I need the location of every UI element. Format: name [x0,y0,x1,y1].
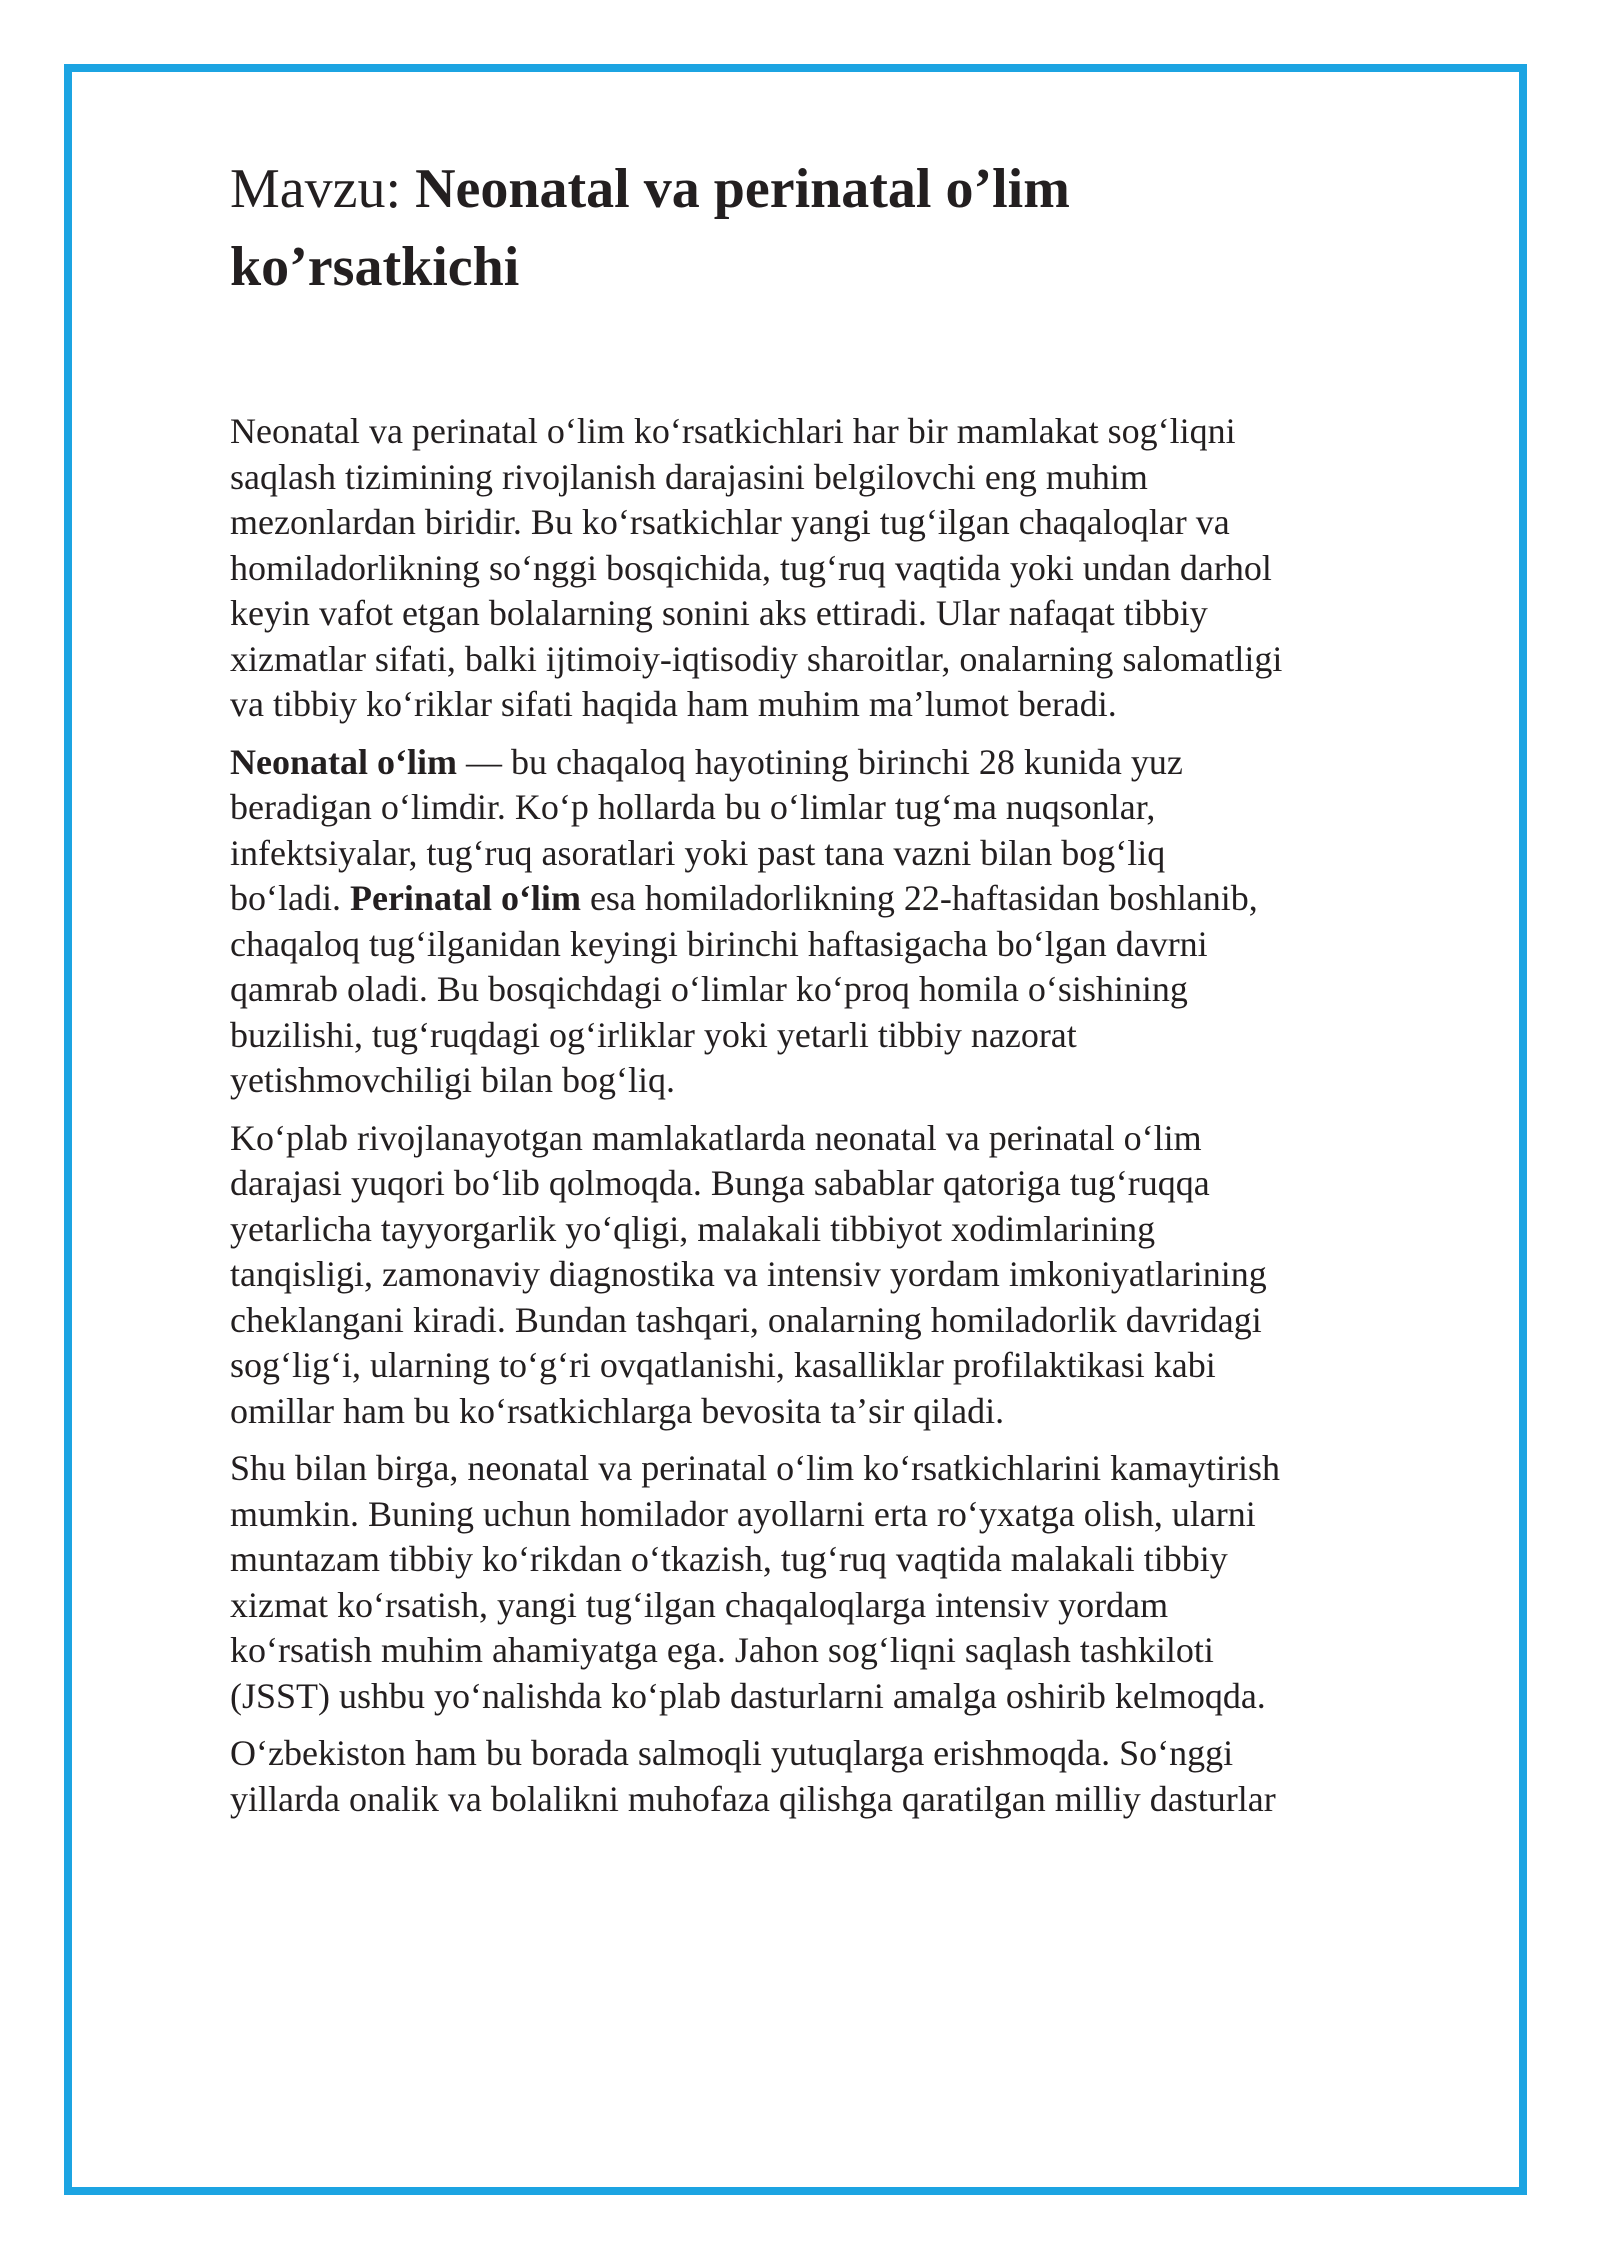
text-run: esa homiladorlikning 22-haftasidan boshlanib, [580,878,1258,918]
text-line: homiladorlikning soʻnggi bosqichida, tugʻruq vaqtida yoki undan darhol [230,547,1272,588]
text-line: Shu bilan birga, neonatal va perinatal oʻlim koʻrsatkichlarini kamaytirish [230,1448,1281,1488]
term-perinatal-olim: Perinatal oʻlim [349,878,581,918]
text-line: yillarda onalik va bolalikni muhofaza qilishga qaratilgan milliy dasturlar [230,1778,1276,1819]
text-line: sogʻligʻi, ularning toʻgʻri ovqatlanishi, kasalliklar profilaktikasi kabi [230,1345,1216,1385]
text-line: (JSST) ushbu yoʻnalishda koʻplab dasturlarni amalga oshirib kelmoqda. [230,1675,1266,1716]
text-line: cheklangani kiradi. Bundan tashqari, onalarning homiladorlik davridagi [230,1299,1262,1340]
text-line: xizmat koʻrsatish, yangi tugʻilgan chaqaloqlarga intensiv yordam [230,1584,1169,1625]
paragraph-4 [230,1446,1530,1719]
text-line: saqlash tizimining rivojlanish darajasini belgilovchi eng muhim [230,456,1148,497]
text-line: infektsiyalar, tugʻruq asoratlari yoki past tana vazni bilan bogʻliq [230,832,1166,873]
text-run: — bu chaqaloq hayotining birinchi 28 kunida yuz [456,741,1183,782]
text-line: Oʻzbekiston ham bu borada salmoqli yutuqlarga erishmoqda. Soʻnggi [230,1733,1234,1773]
document-content [230,150,1530,1834]
text-line: xizmatlar sifati, balki ijtimoiy-iqtisodiy sharoitlar, onalarning salomatligi [230,638,1283,679]
text-line: Neonatal va perinatal oʻlim koʻrsatkichlari har bir mamlakat sogʻliqni [230,411,1236,451]
title-line-2: ko’rsatkichi [230,236,520,298]
text-run: boʻladi. [230,878,350,918]
text-line: koʻrsatish muhim ahamiyatga ega. Jahon sogʻliqni saqlash tashkiloti [230,1630,1214,1670]
text-line: qamrab oladi. Bu bosqichdagi oʻlimlar koʻproq homila oʻsishining [230,969,1188,1009]
text-line: va tibbiy koʻriklar sifati haqida ham muhim maʼlumot beradi. [230,684,1117,724]
text-line: yetarlicha tayyorgarlik yoʻqligi, malakali tibbiyot xodimlarining [230,1208,1156,1249]
text-line: Koʻplab rivojlanayotgan mamlakatlarda neonatal va perinatal oʻlim [230,1117,1202,1158]
paragraph-5 [230,1731,1530,1822]
title-prefix: Mavzu: [230,158,416,220]
text-line: tanqisligi, zamonaviy diagnostika va intensiv yordam imkoniyatlarining [230,1254,1267,1294]
page-title [230,150,1530,306]
text-line: muntazam tibbiy koʻrikdan oʻtkazish, tugʻruq vaqtida malakali tibbiy [230,1539,1228,1579]
text-line: mumkin. Buning uchun homilador ayollarni erta roʻyxatga olish, ularni [230,1493,1256,1534]
text-line: keyin vafot etgan bolalarning sonini aks ettiradi. Ular nafaqat tibbiy [230,593,1208,633]
body-text [230,409,1530,1822]
text-line: mezonlardan biridir. Bu koʻrsatkichlar yangi tugʻilgan chaqaloqlar va [230,502,1230,542]
paragraph-3 [230,1116,1530,1435]
text-line: darajasi yuqori boʻlib qolmoqda. Bunga sabablar qatoriga tugʻruqqa [230,1163,1210,1203]
text-line: chaqaloq tugʻilganidan keyingi birinchi haftasigacha boʻlgan davrni [230,923,1208,964]
term-neonatal-olim: Neonatal oʻlim [230,741,457,782]
text-line: buzilishi, tugʻruqdagi ogʻirliklar yoki yetarli tibbiy nazorat [230,1014,1077,1055]
paragraph-2 [230,740,1530,1104]
text-line [230,740,1530,786]
text-line: omillar ham bu koʻrsatkichlarga bevosita taʼsir qiladi. [230,1390,1005,1431]
paragraph-1 [230,409,1530,728]
title-line-1: Neonatal va perinatal o’lim [415,158,1070,220]
text-line: beradigan oʻlimdir. Koʻp hollarda bu oʻlimlar tugʻma nuqsonlar, [230,787,1156,827]
text-line [230,876,1530,922]
text-line: yetishmovchiligi bilan bogʻliq. [230,1060,675,1100]
